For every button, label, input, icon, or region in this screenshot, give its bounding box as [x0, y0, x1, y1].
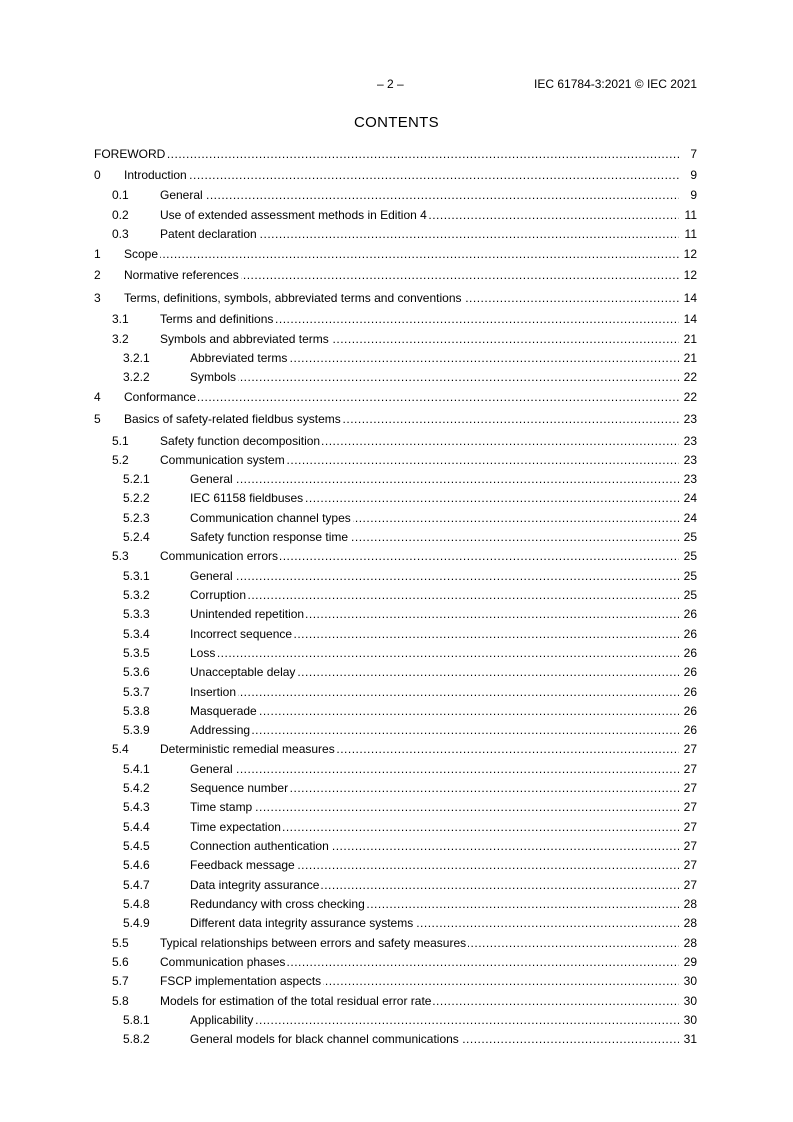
- toc-entry-number: 5.2.2: [123, 491, 150, 505]
- toc-entry-number: 5.4.9: [123, 916, 150, 930]
- toc-entry-label: Incorrect sequence: [190, 627, 293, 641]
- toc-entry-page: 30: [683, 1013, 697, 1027]
- toc-entry-number: 5.2.3: [123, 511, 150, 525]
- toc-entry-label: General: [190, 569, 233, 583]
- toc-entry-number: 5.7: [112, 974, 129, 988]
- toc-entry-number: 5.3.9: [123, 723, 150, 737]
- toc-entry-number: 5.4.6: [123, 858, 150, 872]
- toc-entry-label: Time expectation: [190, 820, 281, 834]
- toc-entry-page: 29: [683, 955, 697, 969]
- toc-entry[interactable]: [94, 187, 697, 203]
- toc-entry[interactable]: [94, 684, 697, 700]
- toc-entry-label: Terms and definitions: [160, 312, 274, 326]
- toc-entry-number: 5.6: [112, 955, 129, 969]
- toc-entry-label: General: [160, 188, 203, 202]
- toc-entry[interactable]: [94, 471, 697, 487]
- toc-entry[interactable]: [94, 207, 697, 223]
- toc-entry[interactable]: [94, 626, 697, 642]
- toc-entry[interactable]: [94, 664, 697, 680]
- toc-entry-label: Safety function decomposition: [160, 434, 321, 448]
- toc-entry-page: 7: [690, 147, 697, 161]
- toc-entry[interactable]: [94, 146, 697, 162]
- toc-entry[interactable]: [94, 433, 697, 449]
- toc-entry[interactable]: [94, 780, 697, 796]
- toc-entry-label: FOREWORD: [94, 147, 166, 161]
- toc-entry-number: 5.8: [112, 994, 129, 1008]
- toc-entry-page: 31: [683, 1032, 697, 1046]
- toc-entry-label: Deterministic remedial measures: [160, 742, 335, 756]
- toc-entry-number: 5.3.3: [123, 607, 150, 621]
- toc-entry[interactable]: [94, 389, 697, 405]
- toc-entry-page: 27: [683, 781, 697, 795]
- toc-entry-page: 21: [683, 332, 697, 346]
- toc-entry[interactable]: [94, 548, 697, 564]
- toc-entry-page: 9: [690, 168, 697, 182]
- toc-entry-page: 22: [683, 390, 697, 404]
- toc-entry-label: Redundancy with cross checking: [190, 897, 365, 911]
- toc-entry[interactable]: [94, 741, 697, 757]
- toc-entry-label: Safety function response time: [190, 530, 349, 544]
- toc-entry-label: Basics of safety-related fieldbus systems: [124, 412, 341, 426]
- toc-entry-label: Terms, definitions, symbols, abbreviated terms and conventions: [124, 291, 462, 305]
- toc-entry-number: 3.2: [112, 332, 129, 346]
- toc-entry-number: 5.4.1: [123, 762, 150, 776]
- toc-entry-number: 5.8.1: [123, 1013, 150, 1027]
- toc-entry[interactable]: [94, 1012, 697, 1028]
- toc-entry-number: 5.3: [112, 549, 129, 563]
- toc-entry-label: Connection authentication: [190, 839, 329, 853]
- toc-entry-number: 5.4.2: [123, 781, 150, 795]
- toc-entry-number: 0.1: [112, 188, 129, 202]
- toc-entry-number: 1: [94, 247, 101, 261]
- toc-entry-label: Abbreviated terms: [190, 351, 288, 365]
- toc-entry-number: 3.2.1: [123, 351, 150, 365]
- toc-entry[interactable]: [94, 993, 697, 1009]
- toc-entry-label: Data integrity assurance: [190, 878, 320, 892]
- toc-entry-number: 5.4: [112, 742, 129, 756]
- toc-entry-label: Loss: [190, 646, 216, 660]
- toc-entry[interactable]: [94, 935, 697, 951]
- toc-entry-label: Masquerade: [190, 704, 257, 718]
- toc-entry-number: 5.3.6: [123, 665, 150, 679]
- toc-entry-label: General: [190, 762, 233, 776]
- toc-entry[interactable]: [94, 311, 697, 327]
- toc-entry-label: IEC 61158 fieldbuses: [190, 491, 304, 505]
- toc-entry-number: 5.4.3: [123, 800, 150, 814]
- toc-entry-label: Normative references: [124, 268, 239, 282]
- toc-entry-number: 5.8.2: [123, 1032, 150, 1046]
- toc-entry-page: 30: [683, 994, 697, 1008]
- toc-entry-page: 26: [683, 665, 697, 679]
- toc-entry-label: Different data integrity assurance systems: [190, 916, 414, 930]
- toc-entry-label: Scope: [124, 247, 159, 261]
- toc-entry[interactable]: [94, 490, 697, 506]
- toc-entry-page: 27: [683, 762, 697, 776]
- toc-entry-number: 5: [94, 412, 101, 426]
- toc-entry[interactable]: [94, 954, 697, 970]
- toc-entry[interactable]: [94, 722, 697, 738]
- toc-entry-label: Models for estimation of the total residual error rate: [160, 994, 432, 1008]
- toc-entry-label: Feedback message: [190, 858, 295, 872]
- toc-entry-page: 23: [683, 412, 697, 426]
- toc-entry-number: 0.2: [112, 208, 129, 222]
- page-number: – 2 –: [377, 77, 404, 91]
- toc-entry-number: 5.3.8: [123, 704, 150, 718]
- toc-entry[interactable]: [94, 915, 697, 931]
- toc-entry-number: 5.2: [112, 453, 129, 467]
- toc-entry-number: 5.3.5: [123, 646, 150, 660]
- toc-entry-number: 0: [94, 168, 101, 182]
- toc-entry[interactable]: [94, 645, 697, 661]
- toc-entry-number: 5.3.7: [123, 685, 150, 699]
- toc-entry-page: 22: [683, 370, 697, 384]
- toc-entry-page: 12: [683, 268, 697, 282]
- toc-entry-label: Communication system: [160, 453, 285, 467]
- toc-entry-label: Applicability: [190, 1013, 254, 1027]
- toc-entry-label: Corruption: [190, 588, 247, 602]
- toc-entry-label: Use of extended assessment methods in Edition 4: [160, 208, 427, 222]
- toc-entry[interactable]: [94, 587, 697, 603]
- toc-entry-page: 23: [683, 453, 697, 467]
- toc-entry-number: 3.2.2: [123, 370, 150, 384]
- toc-entry[interactable]: [94, 761, 697, 777]
- toc-entry-label: Insertion: [190, 685, 237, 699]
- toc-entry-page: 14: [683, 312, 697, 326]
- toc-entry-page: 27: [683, 839, 697, 853]
- toc-entry[interactable]: [94, 838, 697, 854]
- toc-entry-page: 26: [683, 685, 697, 699]
- toc-entry-label: Unintended repetition: [190, 607, 305, 621]
- toc-entry-number: 5.4.5: [123, 839, 150, 853]
- toc-entry-label: Sequence number: [190, 781, 289, 795]
- toc-entry-page: 24: [683, 511, 697, 525]
- toc-entry[interactable]: [94, 703, 697, 719]
- toc-entry-number: 0.3: [112, 227, 129, 241]
- toc-entry-page: 26: [683, 723, 697, 737]
- toc-entry[interactable]: [94, 411, 697, 427]
- toc-entry[interactable]: [94, 167, 697, 183]
- toc-entry[interactable]: [94, 331, 697, 347]
- toc-entry-number: 5.3.2: [123, 588, 150, 602]
- toc-entry[interactable]: [94, 1031, 697, 1047]
- toc-entry[interactable]: [94, 267, 697, 283]
- toc-entry[interactable]: [94, 819, 697, 835]
- toc-entry-number: 3: [94, 291, 101, 305]
- toc-entry-page: 27: [683, 820, 697, 834]
- toc-entry-label: Typical relationships between errors and safety measures: [160, 936, 467, 950]
- toc-entry-number: 4: [94, 390, 101, 404]
- toc-entry-label: Symbols: [190, 370, 237, 384]
- toc-entry-label: FSCP implementation aspects: [160, 974, 322, 988]
- toc-entry[interactable]: [94, 877, 697, 893]
- toc-entry-label: Communication channel types: [190, 511, 351, 525]
- toc-entry-number: 5.4.8: [123, 897, 150, 911]
- toc-entry-label: Communication errors: [160, 549, 279, 563]
- page-header: [0, 77, 793, 93]
- toc-entry-page: 28: [683, 916, 697, 930]
- toc-entry-page: 9: [690, 188, 697, 202]
- toc-entry[interactable]: [94, 568, 697, 584]
- toc-entry-label: Time stamp: [190, 800, 253, 814]
- toc-entry[interactable]: [94, 606, 697, 622]
- toc-entry-label: Patent declaration: [160, 227, 257, 241]
- toc-entry-label: Symbols and abbreviated terms: [160, 332, 329, 346]
- toc-entry-number: 5.5: [112, 936, 129, 950]
- toc-entry-number: 5.4.7: [123, 878, 150, 892]
- toc-entry[interactable]: [94, 369, 697, 385]
- toc-entry-page: 26: [683, 704, 697, 718]
- toc-entry-page: 25: [683, 588, 697, 602]
- toc-entry-label: Conformance: [124, 390, 197, 404]
- toc-entry-page: 25: [683, 569, 697, 583]
- toc-entry-page: 25: [683, 530, 697, 544]
- toc-entry-page: 14: [683, 291, 697, 305]
- toc-entry[interactable]: [94, 226, 697, 242]
- toc-entry-page: 28: [683, 936, 697, 950]
- toc-entry-page: 26: [683, 627, 697, 641]
- toc-entry-label: General: [190, 472, 233, 486]
- toc-entry[interactable]: [94, 510, 697, 526]
- toc-entry[interactable]: [94, 290, 697, 306]
- toc-entry-page: 24: [683, 491, 697, 505]
- toc-entry-page: 28: [683, 897, 697, 911]
- toc-entry[interactable]: [94, 973, 697, 989]
- toc-entry-number: 2: [94, 268, 101, 282]
- toc-entry-number: 5.4.4: [123, 820, 150, 834]
- toc-entry-label: Unacceptable delay: [190, 665, 296, 679]
- toc-entry[interactable]: [94, 857, 697, 873]
- toc-entry-page: 26: [683, 646, 697, 660]
- toc-entry-page: 25: [683, 549, 697, 563]
- toc-entry-page: 27: [683, 858, 697, 872]
- toc-entry-page: 27: [683, 742, 697, 756]
- toc-entry[interactable]: [94, 896, 697, 912]
- toc-entry-label: General models for black channel communications: [190, 1032, 459, 1046]
- toc-entry-page: 11: [684, 227, 697, 241]
- toc-entry-number: 5.2.4: [123, 530, 150, 544]
- standard-identifier: IEC 61784-3:2021 © IEC 2021: [534, 77, 697, 91]
- toc-entry-page: 23: [683, 434, 697, 448]
- toc-entry-page: 23: [683, 472, 697, 486]
- toc-entry-page: 21: [683, 351, 697, 365]
- toc-entry[interactable]: [94, 350, 697, 366]
- toc-entry-number: 5.2.1: [123, 472, 150, 486]
- toc-entry[interactable]: [94, 529, 697, 545]
- toc-entry[interactable]: [94, 799, 697, 815]
- toc-entry-page: 27: [683, 800, 697, 814]
- toc-entry-label: Addressing: [190, 723, 251, 737]
- toc-entry-number: 5.3.4: [123, 627, 150, 641]
- toc-entry-label: Introduction: [124, 168, 187, 182]
- toc-entry-number: 5.1: [112, 434, 129, 448]
- toc-entry-page: 30: [683, 974, 697, 988]
- toc-entry-label: Communication phases: [160, 955, 286, 969]
- toc-entry[interactable]: [94, 452, 697, 468]
- page-title: CONTENTS: [354, 114, 439, 131]
- toc-entry[interactable]: [94, 246, 697, 262]
- toc-entry-page: 11: [684, 208, 697, 222]
- toc-entry-page: 12: [683, 247, 697, 261]
- toc-entry-page: 27: [683, 878, 697, 892]
- toc-entry-page: 26: [683, 607, 697, 621]
- toc-entry-number: 3.1: [112, 312, 129, 326]
- toc-entry-number: 5.3.1: [123, 569, 150, 583]
